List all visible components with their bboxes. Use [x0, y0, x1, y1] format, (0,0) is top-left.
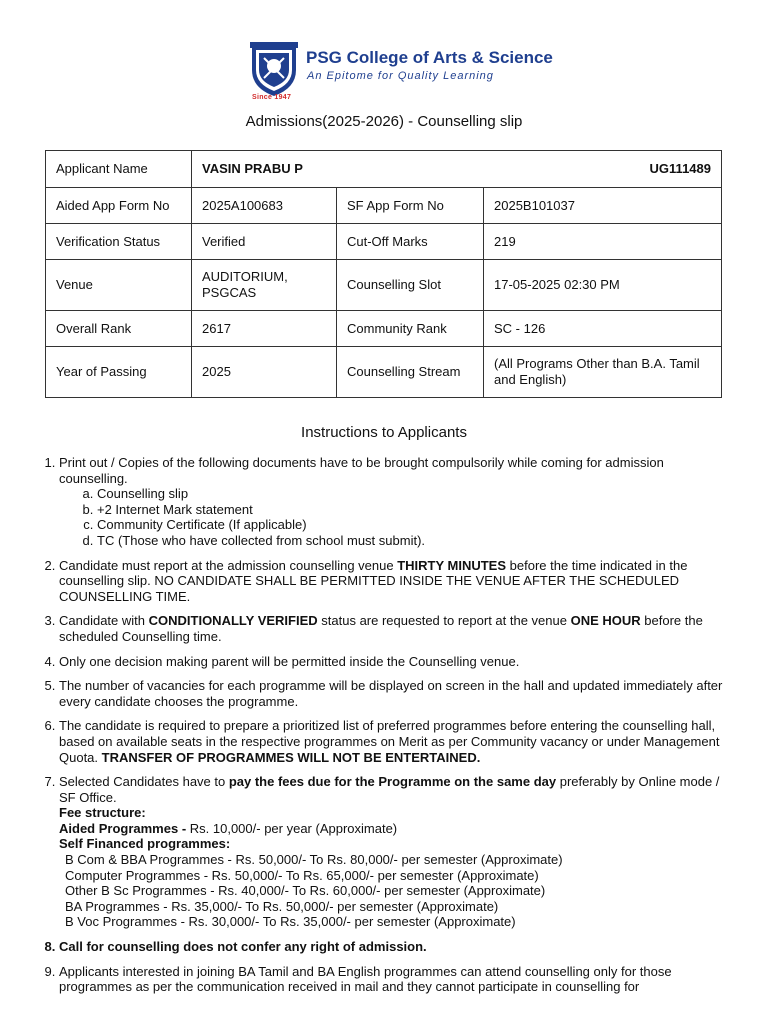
table-row — [46, 188, 722, 224]
college-name: PSG College of Arts & Science — [306, 48, 553, 67]
year-value: 2025 — [192, 347, 337, 398]
list-item: b. +2 Internet Mark statement — [97, 502, 730, 518]
aided-fee-line — [59, 821, 730, 837]
fee-structure-heading: Fee structure: — [59, 805, 146, 821]
stream-label: Counselling Stream — [337, 347, 484, 398]
instruction-emphasis: ONE HOUR — [570, 613, 641, 629]
college-header — [240, 38, 553, 104]
applicant-name-cell — [192, 151, 722, 188]
fee-line: Computer Programmes - Rs. 50,000/- To Rs. 65,000/- per semester (Approximate) — [65, 867, 539, 883]
sf-form-value: 2025B101037 — [484, 188, 722, 224]
year-label: Year of Passing — [46, 347, 192, 398]
slot-label: Counselling Slot — [337, 260, 484, 311]
list-item — [59, 774, 730, 930]
page-title: Admissions(2025-2026) - Counselling slip — [245, 113, 523, 130]
verification-label: Verification Status — [46, 224, 192, 260]
instruction-text: before the scheduled Counselling time. — [59, 613, 703, 644]
list-item: 9. Applicants interested in joining BA Tamil and BA English programmes can attend counselling only for those programmes as per the communication received in mail and they cannot participate in counselling for — [59, 964, 730, 995]
list-item: 8. Call for counselling does not confer any right of admission. — [59, 939, 730, 955]
table-row — [46, 311, 722, 347]
table-row — [46, 151, 722, 188]
fee-line: BA Programmes - Rs. 35,000/- To Rs. 50,000/- per semester (Approximate) — [65, 898, 499, 914]
list-item: d. TC (Those who have collected from school must submit). — [97, 533, 730, 549]
document-sublist — [59, 486, 730, 548]
cutoff-value: 219 — [484, 224, 722, 260]
overall-rank-label: Overall Rank — [46, 311, 192, 347]
applicant-info-table — [45, 150, 722, 398]
community-rank-value: SC - 126 — [484, 311, 722, 347]
venue-value: AUDITORIUM, PSGCAS — [192, 260, 337, 311]
overall-rank-value: 2617 — [192, 311, 337, 347]
table-row — [46, 260, 722, 311]
table-row — [46, 347, 722, 398]
list-item: 4. Only one decision making parent will be permitted inside the Counselling venue. — [59, 654, 730, 670]
aided-form-value: 2025A100683 — [192, 188, 337, 224]
instruction-text: Candidate with — [59, 613, 149, 629]
instructions-heading: Instructions to Applicants — [301, 424, 467, 441]
slot-value: 17-05-2025 02:30 PM — [484, 260, 722, 311]
cutoff-label: Cut-Off Marks — [337, 224, 484, 260]
list-item: 5. The number of vacancies for each programme will be displayed on screen in the hall and updated immediately after every candidate chooses the programme. — [59, 678, 730, 709]
college-tagline: An Epitome for Quality Learning — [307, 70, 494, 82]
since-year: Since 1947 — [252, 94, 292, 101]
instruction-emphasis: TRANSFER OF PROGRAMMES WILL NOT BE ENTERTAINED. — [101, 749, 481, 765]
application-id: UG111489 — [649, 161, 711, 176]
list-item: a. Counselling slip — [97, 486, 730, 502]
sf-programmes-label: Self Financed programmes: — [59, 836, 231, 852]
list-item: c. Community Certificate (If applicable) — [97, 517, 730, 533]
instruction-text: status are requested to report at the venue — [317, 613, 571, 629]
instruction-emphasis: THIRTY MINUTES — [397, 557, 507, 573]
aided-programmes-label: Aided Programmes - — [59, 820, 190, 836]
verification-value: Verified — [192, 224, 337, 260]
table-row — [46, 224, 722, 260]
instruction-text: Print out / Copies of the following documents have to be brought compulsorily while coming for admission counselling. — [59, 455, 664, 486]
instruction-text: Selected Candidates have to — [59, 774, 229, 790]
fee-line: B Com & BBA Programmes - Rs. 50,000/- To Rs. 80,000/- per semester (Approximate) — [65, 852, 563, 868]
venue-label: Venue — [46, 260, 192, 311]
sf-fee-list — [59, 852, 730, 930]
instruction-text: The candidate is required to prepare a prioritized list of preferred programmes before entering the counselling hall, based on available seats in the respective programmes on Merit as per Community vacancy or under Management Quota. — [59, 718, 720, 765]
applicant-name-label: Applicant Name — [46, 151, 192, 188]
psg-crest-icon — [246, 40, 302, 98]
instructions-list — [40, 455, 730, 1004]
list-item — [59, 718, 730, 765]
list-item — [59, 558, 730, 605]
list-item — [59, 613, 730, 644]
instruction-text: preferably by Online mode / SF Office. — [59, 774, 720, 805]
list-item — [59, 455, 730, 549]
instruction-text: before the time indicated in the counselling slip. NO CANDIDATE SHALL BE PERMITTED INSIDE THE VENUE AFTER THE SCHEDULED COUNSELLING TIME. — [59, 557, 688, 604]
applicant-name: VASIN PRABU P — [202, 161, 303, 176]
sf-form-label: SF App Form No — [337, 188, 484, 224]
aided-programmes-fee: Rs. 10,000/- per year (Approximate) — [189, 820, 398, 836]
aided-form-label: Aided App Form No — [46, 188, 192, 224]
fee-line: Other B Sc Programmes - Rs. 40,000/- To Rs. 60,000/- per semester (Approximate) — [65, 883, 546, 899]
stream-value: (All Programs Other than B.A. Tamil and English) — [484, 347, 722, 398]
fee-line: B Voc Programmes - Rs. 30,000/- To Rs. 35,000/- per semester (Approximate) — [65, 914, 516, 930]
community-rank-label: Community Rank — [337, 311, 484, 347]
instruction-text: Candidate must report at the admission counselling venue — [59, 557, 398, 573]
instruction-emphasis: CONDITIONALLY VERIFIED — [148, 613, 318, 629]
instruction-emphasis: pay the fees due for the Programme on the same day — [228, 774, 557, 790]
